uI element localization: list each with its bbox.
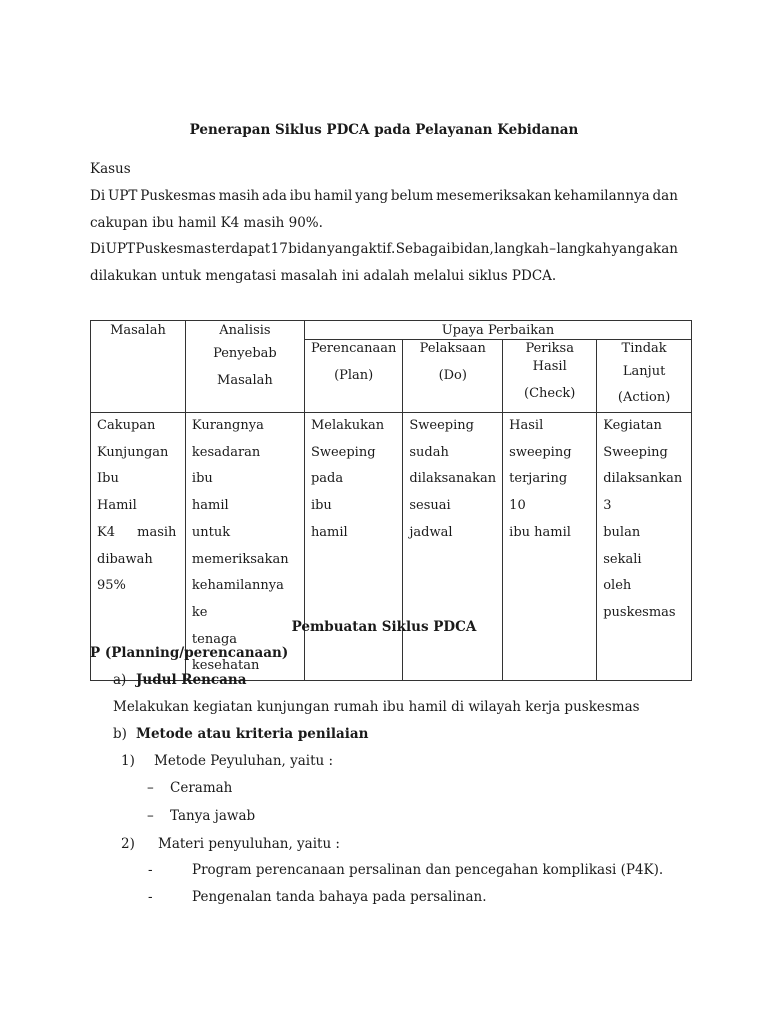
cell-line: 3 bulan — [603, 498, 641, 540]
cell-line-justified — [97, 466, 179, 519]
cell-pelaksaan — [403, 413, 503, 681]
cell-analisis — [185, 413, 304, 681]
cell-line: Sweeping — [409, 418, 474, 433]
header-tindak-line: (Action) — [617, 390, 671, 405]
word: ada — [262, 188, 287, 204]
paragraph2-line2: dilakukan untuk mengatasi masalah ini adalah melalui siklus PDCA. — [90, 268, 557, 284]
word: yang — [355, 188, 389, 204]
cell-line: hamil untuk — [191, 498, 231, 540]
header-analisis-line: Analisis — [219, 323, 271, 338]
cell-line: dilaksankan — [603, 471, 683, 487]
cell-line: tenaga kesehatan — [191, 631, 260, 674]
header-tindak-line: Lanjut — [622, 364, 666, 379]
header-perencanaan-line: Perencanaan — [310, 341, 397, 356]
cell-line: kesadaran ibu — [191, 444, 261, 487]
paragraph1-line1 — [90, 188, 678, 204]
cell-line: Sweeping — [603, 444, 668, 460]
word: aktif. — [360, 241, 396, 257]
sub1-item-label: Ceramah — [170, 780, 233, 796]
cell-line: hamil — [310, 524, 348, 540]
word: dan — [652, 188, 678, 204]
header-tindak-line: Tindak — [621, 341, 667, 356]
word: Puskesmas — [140, 188, 216, 204]
planning-heading: P (Planning/perencanaan) — [90, 645, 289, 661]
header-analisis — [185, 321, 304, 413]
word: langkah — [556, 241, 612, 257]
cell-line: ibu hamil — [509, 524, 571, 540]
header-periksa-line: (Check) — [524, 386, 576, 401]
sub2-item-label: Pengenalan tanda bahaya pada persalinan. — [192, 889, 487, 905]
header-masalah — [91, 321, 186, 413]
cell-line: Sweeping — [310, 444, 376, 460]
sub2-marker: 2) — [121, 836, 135, 852]
cell-line: 95% — [97, 578, 126, 594]
header-analisis-line: Masalah — [217, 373, 273, 388]
cell-line: Kurangnya — [191, 418, 264, 433]
item-a-text: Melakukan kegiatan kunjungan rumah ibu hamil di wilayah kerja puskesmas — [113, 699, 640, 715]
cell-line: Cakupan — [97, 418, 156, 433]
word: Puskesmas — [135, 241, 212, 257]
word: langkah — [494, 241, 549, 257]
word: bidan — [288, 241, 327, 257]
word: hamil — [314, 188, 353, 204]
word: mesemeriksakan — [436, 188, 552, 204]
word: terdapat — [211, 241, 271, 257]
word: kehamilannya — [554, 188, 650, 204]
header-pelaksaan — [403, 340, 503, 413]
cell-line: sweeping — [509, 444, 572, 460]
word: yang — [327, 241, 361, 257]
word: 17 — [270, 241, 288, 257]
cell-line: sekali oleh — [603, 551, 642, 594]
word: Sebagai — [395, 241, 451, 257]
cell-line: K4 masih — [97, 524, 177, 540]
item-a-marker: a) — [113, 672, 127, 688]
sub2-item-dash: - — [148, 889, 153, 905]
sub1-item-dash: – — [147, 808, 154, 824]
cell-line: kehamilannya ke — [191, 578, 284, 620]
cell-line: sesuai jadwal — [409, 498, 453, 540]
word: belum — [390, 188, 434, 204]
header-periksa-line: Periksa Hasil — [525, 341, 574, 374]
cell-line: dibawah — [97, 551, 153, 567]
word: yang — [611, 241, 645, 257]
cell-periksa-hasil — [503, 413, 597, 681]
word: ibu — [289, 188, 312, 204]
word: akan — [645, 241, 678, 257]
sub1-item-dash: – — [147, 780, 154, 796]
header-masalah-label: Masalah — [110, 323, 166, 338]
item-b-label: Metode atau kriteria penilaian — [136, 726, 369, 742]
cell-line: puskesmas — [603, 604, 676, 620]
cell-perencanaan — [304, 413, 402, 681]
word: – — [549, 241, 557, 257]
sub1-marker: 1) — [121, 753, 135, 769]
document-title: Penerapan Siklus PDCA pada Pelayanan Kebidanan — [189, 122, 579, 138]
word: Di — [90, 241, 106, 257]
header-upaya-perbaikan — [304, 321, 691, 340]
item-b-marker: b) — [113, 726, 127, 742]
header-analisis-line: Penyebab — [213, 346, 277, 361]
sub2-item-dash: - — [148, 862, 153, 878]
cell-masalah — [91, 413, 186, 681]
cell-line: terjaring 10 — [509, 471, 568, 514]
sub2-label: Materi penyuluhan, yaitu : — [158, 836, 340, 852]
header-perencanaan — [304, 340, 402, 413]
cell-line: Melakukan — [310, 418, 385, 433]
word: UPT — [107, 188, 138, 204]
cell-line: Hasil — [509, 418, 544, 433]
cell-line: memeriksakan — [191, 551, 289, 567]
word: masih — [218, 188, 260, 204]
paragraph1-line2: cakupan ibu hamil K4 masih 90%. — [90, 215, 323, 231]
header-periksa-hasil — [503, 340, 597, 413]
sub1-label: Metode Peyuluhan, yaitu : — [154, 753, 334, 769]
cell-line: pada ibu — [310, 471, 344, 514]
item-a-label: Judul Rencana — [136, 672, 247, 688]
sub2-item-label: Program perencanaan persalinan dan pencegahan komplikasi (P4K). — [192, 862, 664, 878]
cell-line: Kegiatan — [603, 418, 662, 433]
header-pelaksaan-line: (Do) — [438, 368, 467, 383]
word: UPT — [105, 241, 136, 257]
section-title: Pembuatan Siklus PDCA — [291, 619, 477, 635]
header-upaya-label: Upaya Perbaikan — [441, 323, 555, 338]
kasus-label: Kasus — [90, 161, 131, 177]
sub1-item-label: Tanya jawab — [170, 808, 256, 824]
cell-line: dilaksanakan — [409, 471, 497, 487]
cell-tindak-lanjut — [597, 413, 692, 681]
cell-line: Ibu Hamil — [97, 471, 137, 514]
cell-line: Kunjungan — [97, 444, 169, 460]
word: Di — [90, 188, 106, 204]
header-pelaksaan-line: Pelaksaan — [419, 341, 486, 356]
word: bidan, — [451, 241, 494, 257]
paragraph2-line1 — [90, 241, 678, 257]
cell-line: sudah — [409, 444, 449, 460]
header-perencanaan-line: (Plan) — [334, 368, 374, 383]
header-tindak-lanjut — [597, 340, 692, 413]
